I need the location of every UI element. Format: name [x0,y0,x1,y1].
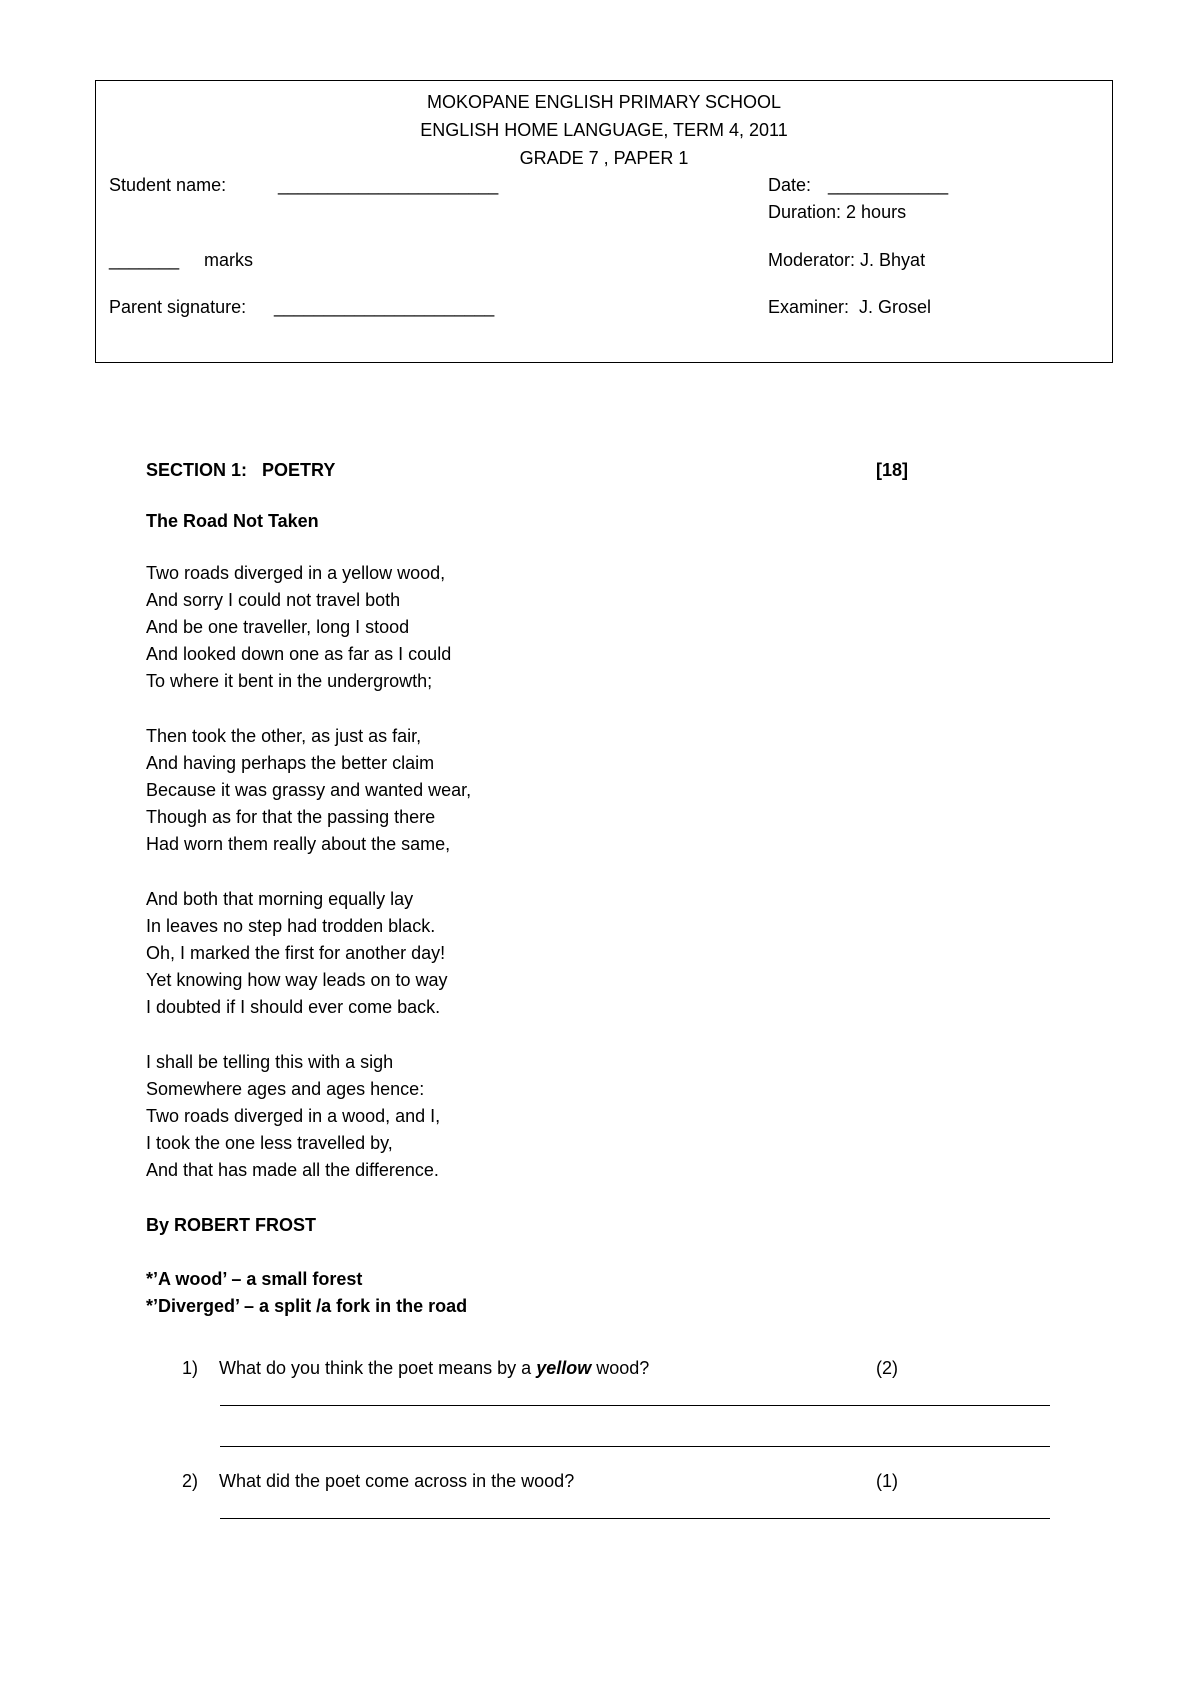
poem-line: Because it was grassy and wanted wear, [146,780,472,800]
poem-line: I doubted if I should ever come back. [146,997,441,1017]
school-name: MOKOPANE ENGLISH PRIMARY SCHOOL [426,92,782,112]
poem-line: Somewhere ages and ages hence: [146,1079,425,1099]
question-text: What do you think the poet means by a [219,1358,537,1378]
grade-line: GRADE 7 , PAPER 1 [519,148,689,168]
poem-title: The Road Not Taken [146,511,319,531]
duration: Duration: 2 hours [768,202,907,222]
student-name-label: Student name: [109,175,227,195]
poem-line: To where it bent in the undergrowth; [146,671,433,691]
answer-line[interactable] [220,1405,1050,1406]
marks-label: marks [204,250,253,270]
section-title: SECTION 1: POETRY [146,460,336,480]
date-field[interactable]: ____________ [828,175,949,195]
poem-line: And both that morning equally lay [146,889,414,909]
date-label: Date: [768,175,812,195]
poem-author: By ROBERT FROST [146,1215,317,1235]
examiner: Examiner: J. Grosel [768,297,932,317]
glossary-item: *’A wood’ – a small forest [146,1269,363,1289]
poem-line: And that has made all the difference. [146,1160,439,1180]
poem-line: I shall be telling this with a sigh [146,1052,394,1072]
answer-line[interactable] [220,1446,1050,1447]
poem-line: And be one traveller, long I stood [146,617,410,637]
parent-signature-field[interactable]: ______________________ [274,297,495,317]
poem-line: Then took the other, as just as fair, [146,726,422,746]
question-marks: (2) [876,1358,898,1378]
question-number: 2) [182,1471,199,1491]
subject-line: ENGLISH HOME LANGUAGE, TERM 4, 2011 [420,120,788,140]
question-marks: (1) [876,1471,898,1491]
marks-field[interactable]: _______ [109,250,180,270]
question-number: 1) [182,1358,199,1378]
question-emphasis: yellow [536,1358,592,1378]
poem-line: In leaves no step had trodden black. [146,916,436,936]
answer-line[interactable] [220,1518,1050,1519]
glossary-item: *’Diverged’ – a split /a fork in the road [146,1296,468,1316]
poem-line: I took the one less travelled by, [146,1133,393,1153]
poem-line: Yet knowing how way leads on to way [146,970,448,990]
section-marks: [18] [876,460,909,480]
question-text: wood? [591,1358,650,1378]
poem-line: And looked down one as far as I could [146,644,452,664]
student-name-field[interactable]: ______________________ [278,175,499,195]
poem-line: Had worn them really about the same, [146,834,451,854]
parent-signature-label: Parent signature: [109,297,247,317]
question-1-text [219,1357,649,1379]
poem-line: And sorry I could not travel both [146,590,401,610]
moderator: Moderator: J. Bhyat [768,250,926,270]
poem-line: Oh, I marked the first for another day! [146,943,446,963]
poem-line: Two roads diverged in a wood, and I, [146,1106,441,1126]
exam-header [95,80,1113,363]
poem-line: And having perhaps the better claim [146,753,435,773]
poem-line: Though as for that the passing there [146,807,436,827]
question-2-text: What did the poet come across in the wood? [219,1471,575,1491]
poem-line: Two roads diverged in a yellow wood, [146,563,446,583]
